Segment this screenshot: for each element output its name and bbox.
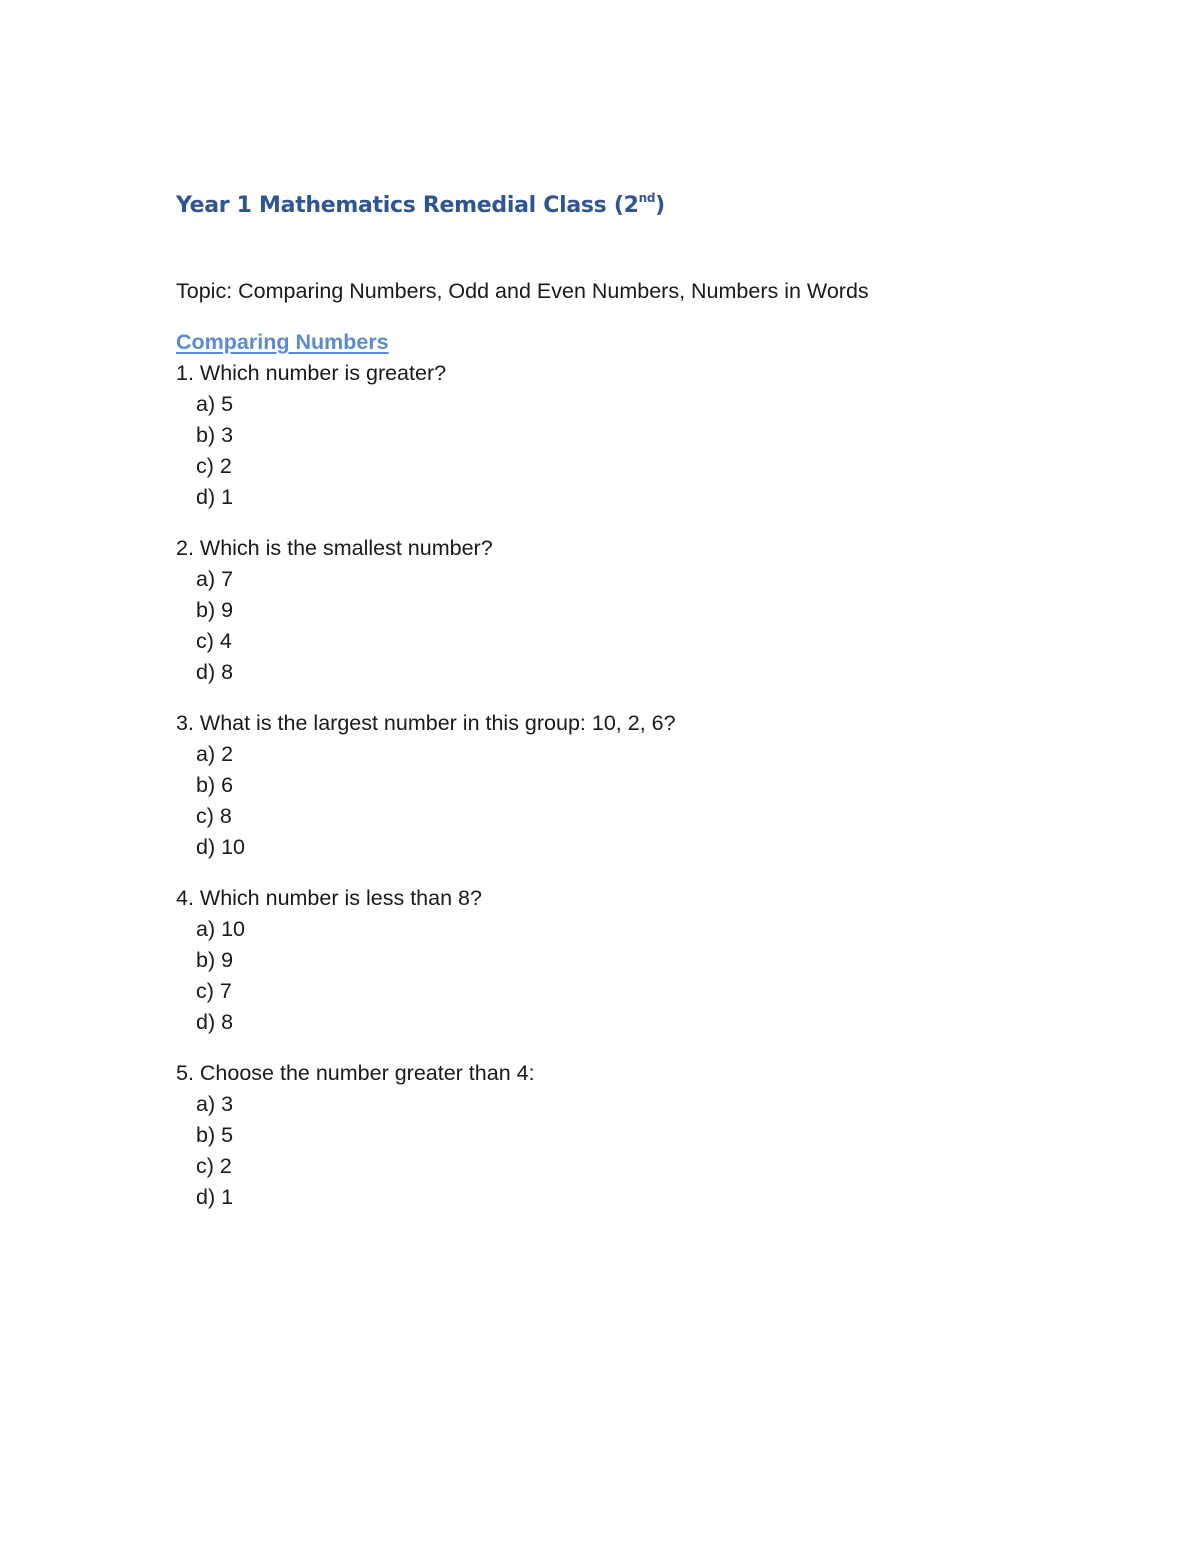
option-a: a) 3 [196,1092,234,1116]
option-a: a) 5 [196,392,234,416]
title-superscript: nd [638,191,656,205]
option-a: a) 2 [196,742,234,766]
option-b: b) 6 [196,773,234,797]
option-b: b) 3 [196,423,234,447]
option-b: b) 9 [196,598,234,622]
question-2 [176,533,1076,688]
option-d: d) 1 [196,485,234,509]
question-1 [176,358,1076,513]
document-title [176,188,665,224]
question-3 [176,708,1076,863]
option-b: b) 9 [196,948,234,972]
question-text: 5. Choose the number greater than 4: [176,1061,535,1085]
question-text: 3. What is the largest number in this group: 10, 2, 6? [176,711,676,735]
title-main-text: Year 1 Mathematics Remedial Class (2 [176,193,639,218]
option-list [176,389,1076,513]
option-list [176,739,1076,863]
option-d: d) 1 [196,1185,234,1209]
option-a: a) 7 [196,567,234,591]
option-c: c) 8 [196,804,232,828]
option-list [176,1089,1076,1213]
option-d: d) 8 [196,1010,234,1034]
topic-line: Topic: Comparing Numbers, Odd and Even Numbers, Numbers in Words [176,279,869,303]
title-closing-paren: ) [655,193,665,218]
option-c: c) 4 [196,629,232,653]
option-c: c) 2 [196,1154,232,1178]
question-5 [176,1058,1076,1213]
option-d: d) 8 [196,660,234,684]
comparing-numbers-section [176,327,1076,1233]
option-b: b) 5 [196,1123,234,1147]
option-a: a) 10 [196,917,246,941]
option-list [176,564,1076,688]
question-text: 2. Which is the smallest number? [176,536,493,560]
option-d: d) 10 [196,835,246,859]
question-4 [176,883,1076,1038]
section-heading: Comparing Numbers [176,330,389,354]
option-c: c) 2 [196,454,232,478]
option-list [176,914,1076,1038]
question-text: 4. Which number is less than 8? [176,886,482,910]
question-text: 1. Which number is greater? [176,361,447,385]
option-c: c) 7 [196,979,232,1003]
